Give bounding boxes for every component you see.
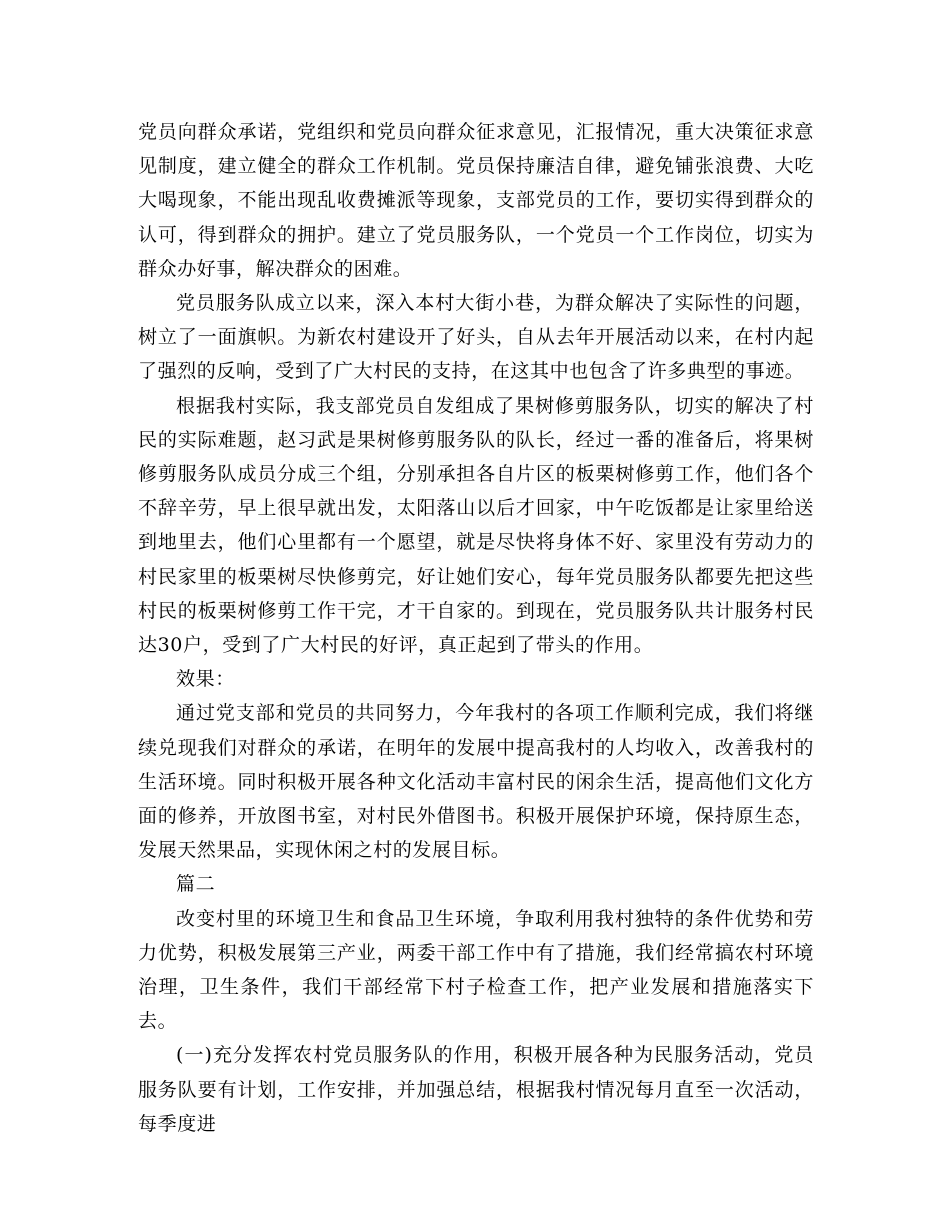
paragraph-effect-heading: 效果： <box>176 668 235 691</box>
section-heading-part-two: 篇二 <box>176 873 216 896</box>
paragraph-5: 通过党支部和党员的共同努力，今年我村的各项工作顺利完成，我们将继续兑现我们对群众的承诺，在明年的发展中提高我村的人均收入，改善我村的生活环境。同时积极开展各种文化活动丰富村民的闲余生活，提高他们文化方面的修养，开放图书室，对村民外借图书。积极开展保护环境，保持原生态，发展天然果品，实现休闲之村的发展目标。 <box>138 702 814 862</box>
paragraph-2: 党员服务队成立以来，深入本村大街小巷，为群众解决了实际性的问题，树立了一面旗帜。为新农村建设开了好头，自从去年开展活动以来，在村内起了强烈的反响，受到了广大村民的支持，在这其中也包含了许多典型的事迹。 <box>138 292 814 383</box>
paragraph-1: 党员向群众承诺，党组织和党员向群众征求意见，汇报情况，重大决策征求意见制度，建立健全的群众工作机制。党员保持廉洁自律，避免铺张浪费、大吃大喝现象，不能出现乱收费摊派等现象，支部党员的工作，要切实得到群众的认可，得到群众的拥护。建立了党员服务队，一个党员一个工作岗位，切实为群众办好事，解决群众的困难。 <box>138 121 814 280</box>
paragraph-7: 改变村里的环境卫生和食品卫生环境，争取利用我村独特的条件优势和劳力优势，积极发展第三产业，两委干部工作中有了措施，我们经常搞农村环境治理，卫生条件，我们干部经常下村子检查工作，把产业发展和措施落实下去。 <box>138 907 814 1033</box>
paragraph-3: 根据我村实际，我支部党员自发组成了果树修剪服务队，切实的解决了村民的实际难题，赵习武是果树修剪服务队的队长，经过一番的准备后，将果树修剪服务队成员分成三个组，分别承担各自片区的板栗树修剪工作，他们各个不辞辛劳，早上很早就出发，太阳落山以后才回家，中午吃饭都是让家里给送到地里去，他们心里都有一个愿望，就是尽快将身体不好、家里没有劳动力的村民家里的板栗树尽快修剪完，好让她们安心，每年党员服务队都要先把这些村民的板栗树修剪工作干完，才干自家的。到现在，党员服务队共计服务村民达30户，受到了广大村民的好评，真正起到了带头的作用。 <box>138 394 814 657</box>
document-body <box>138 115 814 1141</box>
paragraph-8: (一)充分发挥农村党员服务队的作用，积极开展各种为民服务活动，党员服务队要有计划，工作安排，并加强总结，根据我村情况每月直至一次活动，每季度进 <box>138 1044 814 1135</box>
